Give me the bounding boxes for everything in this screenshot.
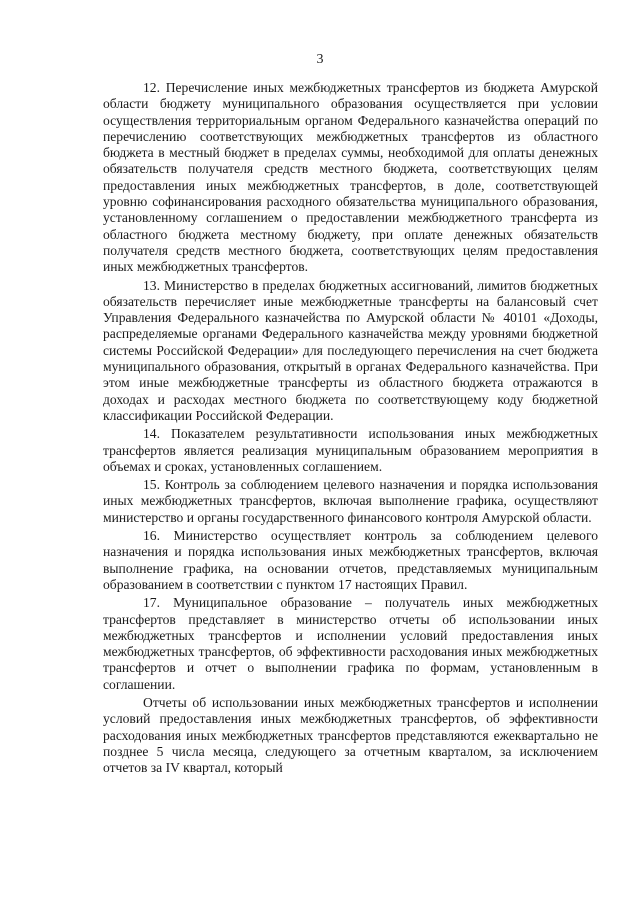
paragraph-16: 16. Министерство осуществляет контроль за соблюдением целевого назначения и порядка использования иных межбюджетных трансфертов, включая выполнение графика, на основании отчетов, представляемых муниципальным образованием в соответствии с пунктом 17 настоящих Правил. bbox=[103, 528, 598, 592]
paragraph-15: 15. Контроль за соблюдением целевого назначения и порядка использования иных межбюджетных трансфертов, включая выполнение графика, осуществляют министерство и органы государственного финансового контроля Амурской области. bbox=[103, 477, 598, 525]
document-body bbox=[103, 80, 598, 778]
paragraph-14: 14. Показателем результативности использования иных межбюджетных трансфертов является реализация муниципальным образованием мероприятия в объемах и сроках, установленных соглашением. bbox=[103, 426, 598, 474]
paragraph-reports: Отчеты об использовании иных межбюджетных трансфертов и исполнении условий предоставления иных межбюджетных трансфертов, об эффективности расходования иных межбюджетных трансфертов представляются ежеквартально не позднее 5 числа месяца, следующего за отчетным кварталом, за исключением отчетов за IV квартал, который bbox=[103, 694, 598, 776]
paragraph-13: 13. Министерство в пределах бюджетных ассигнований, лимитов бюджетных обязательств перечисляет иные межбюджетные трансферты на балансовый счет Управления Федерального казначейства по Амурской области № 40101 «Доходы, распределяемые органами Федерального казначейства между уровнями бюджетной системы Российской Федерации» для последующего перечисления на счет бюджета муниципального образования, открытый в органах Федерального казначейства. При этом иные межбюджетные трансферты из областного бюджета отражаются в доходах и расходах местного бюджета по соответствующему коду бюджетной классификации Российской Федерации. bbox=[103, 277, 598, 423]
paragraph-17: 17. Муниципальное образование – получатель иных межбюджетных трансфертов представляет в министерство отчеты об использовании иных межбюджетных трансфертов и исполнении условий предоставления иных межбюджетных трансфертов, об эффективности расходования иных межбюджетных трансфертов и отчет о выполнении графика по формам, установленным в соглашении. bbox=[103, 595, 598, 692]
page-number: 3 bbox=[316, 52, 324, 67]
paragraph-12: 12. Перечисление иных межбюджетных трансфертов из бюджета Амурской области бюджету муниципального образования осуществляется при условии осуществления территориальным органом Федерального казначейства операций по перечислению соответствующих межбюджетных трансфертов из областного бюджета в местный бюджет в пределах суммы, необходимой для оплаты денежных обязательств получателя средств местного бюджета, соответствующих целям предоставления иных межбюджетных трансфертов, в доле, соответствующей уровню софинансирования расходного обязательства муниципального образования, установленному соглашением о предоставлении межбюджетного трансферта из областного бюджета местному бюджету, при оплате денежных обязательств получателя средств местного бюджета, соответствующих целям предоставления иных межбюджетных трансфертов. bbox=[103, 80, 598, 275]
